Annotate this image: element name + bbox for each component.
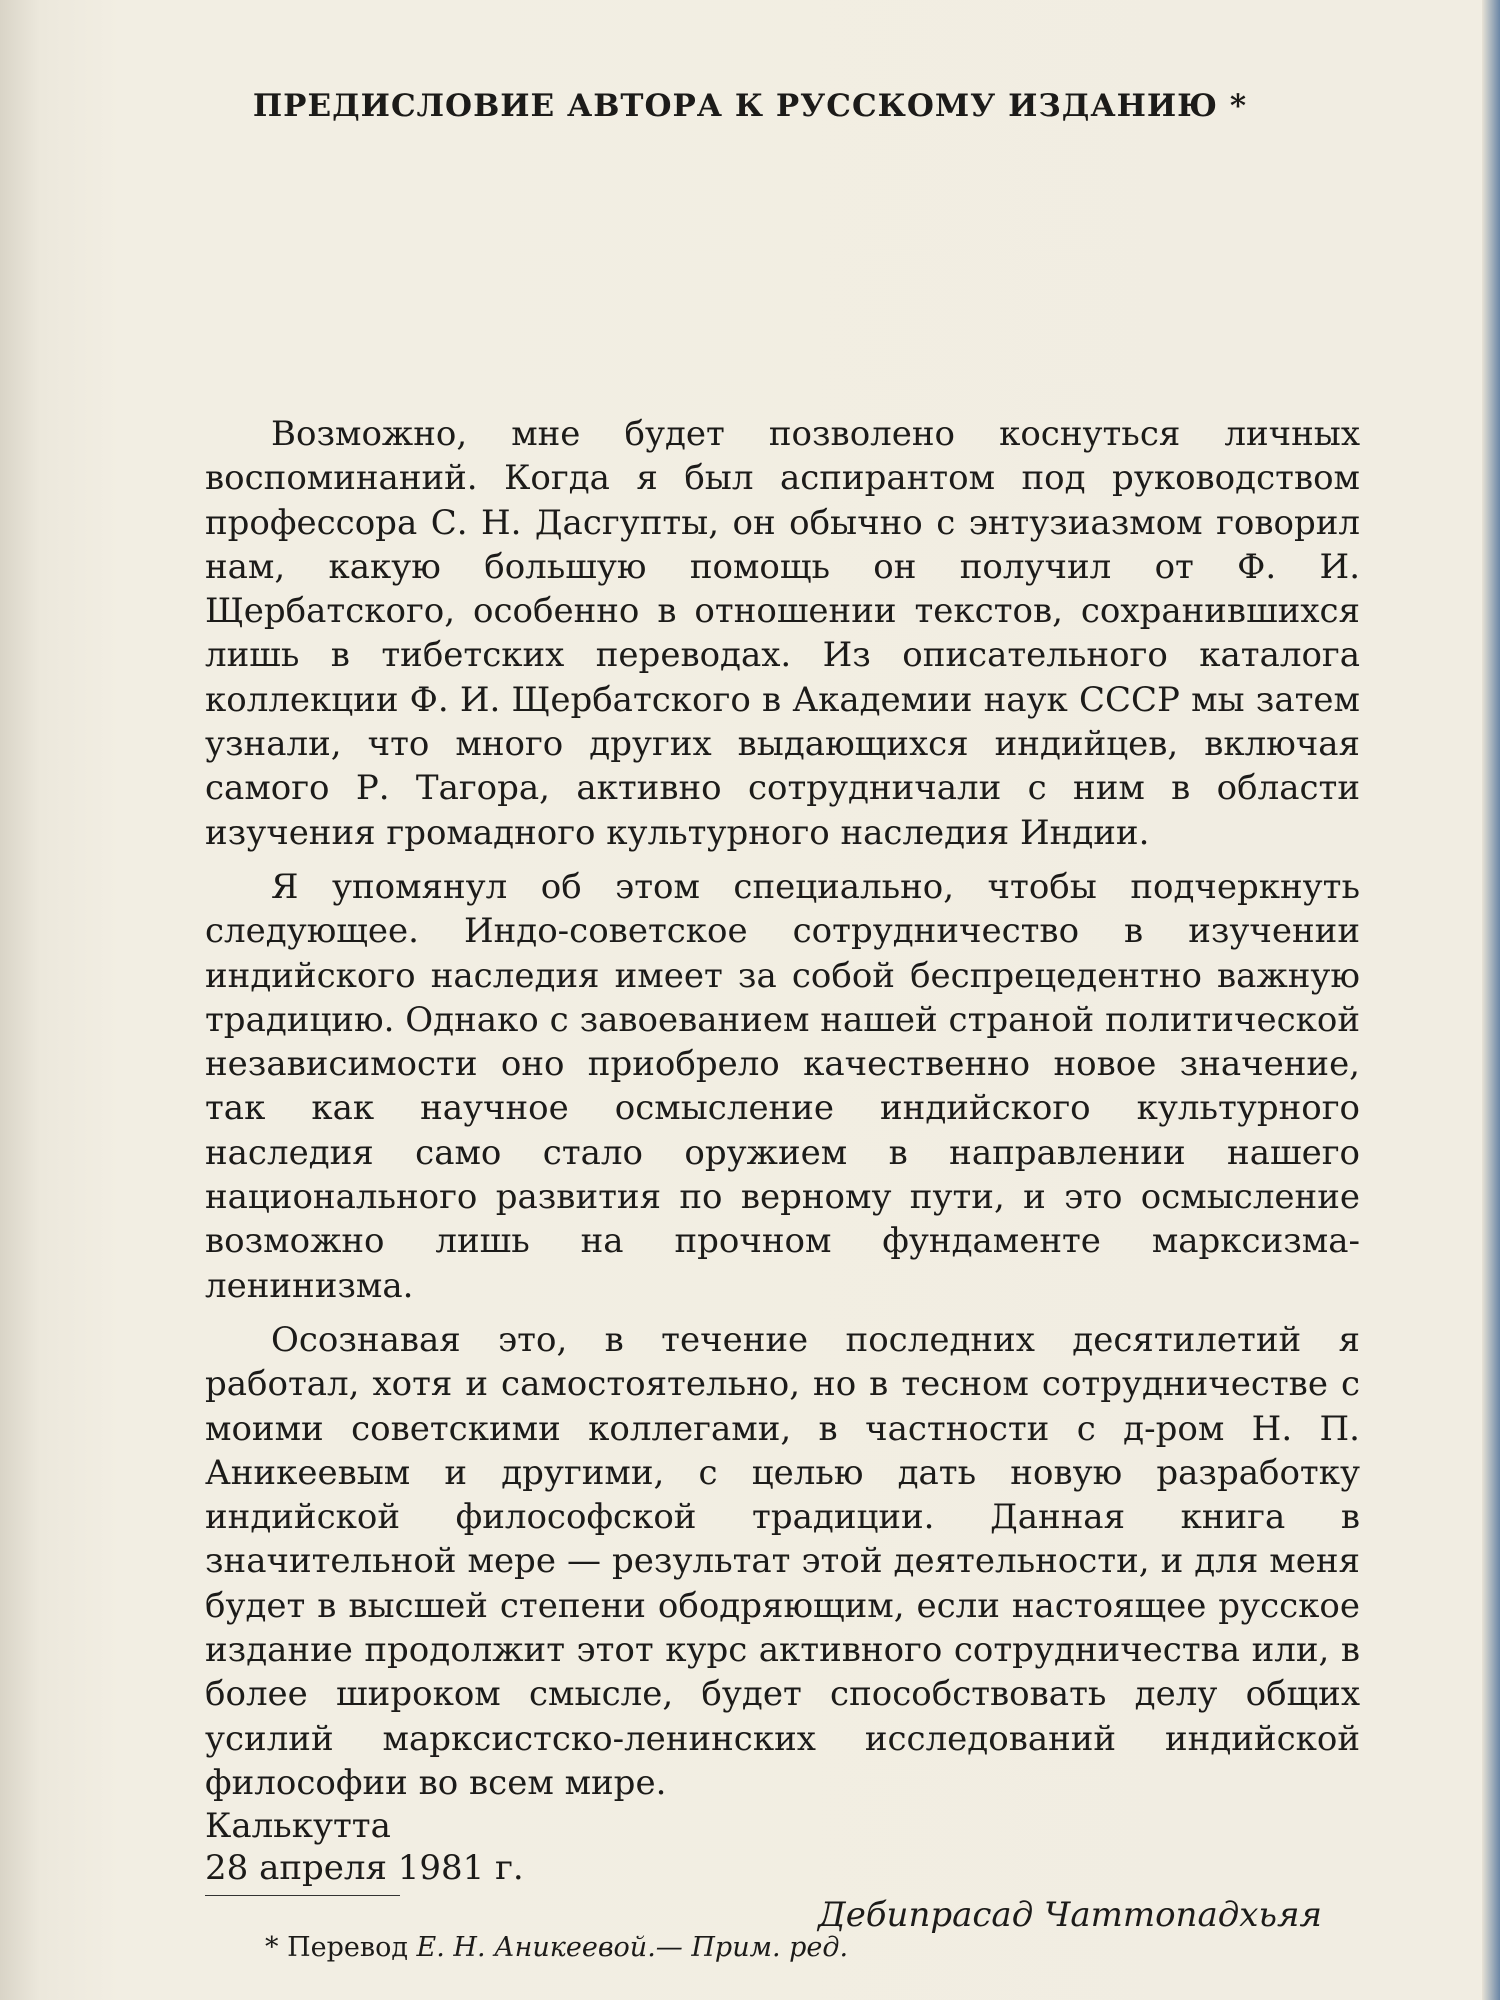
main-text [205,412,1360,1805]
divider [205,1895,400,1896]
date: 28 апреля 1981 г. [205,1848,524,1888]
paragraph: Осознавая это, в течение последних десятилетий я работал, хотя и самостоятельно, но в тесном сотрудничестве с моими советскими коллегами, в частности с д-ром Н. П. Аникеевым и другими, с целью дать новую разработку индийской философской традиции. Данная книга в значительной мере — результат этой деятельности, и для меня будет в высшей степени ободряющим, если настоящее русское издание продолжит этот курс активного сотрудничества или, в более широком смысле, будет способствовать делу общих усилий марксистско-ленинских исследований индийской философии во всем мире. [205,1319,1360,1803]
page-title: ПРЕДИСЛОВИЕ АВТОРА К РУССКОМУ ИЗДАНИЮ * [252,88,1248,124]
page-edge [1482,0,1500,2000]
footnote-translator: Е. Н. Аникеевой.— Прим. ред. [416,1932,849,1963]
footnote [265,1932,848,1963]
footnote-marker: * Перевод [265,1932,408,1963]
author-signature: Дебипрасад Чаттопадхьяя [818,1895,1322,1935]
paragraph: Я упомянул об этом специально, чтобы подчеркнуть следующее. Индо-советское сотрудничество в изучении индийского наследия имеет за собой беспрецедентно важную традицию. Однако с завоеванием нашей страной политической независимости оно приобрело качественно новое значение, так как научное осмысление индийского культурного наследия само стало оружием в направлении нашего национального развития по верному пути, и это осмысление возможно лишь на прочном фундаменте марксизма-ленинизма. [205,866,1360,1306]
place-and-date [205,1805,524,1889]
place: Калькутта [205,1806,391,1846]
paragraph: Возможно, мне будет позволено коснуться личных воспоминаний. Когда я был аспирантом под руководством профессора С. Н. Дасгупты, он обычно с энтузиазмом говорил нам, какую большую помощь он получил от Ф. И. Щербатского, особенно в отношении текстов, сохранившихся лишь в тибетских переводах. Из описательного каталога коллекции Ф. И. Щербатского в Академии наук СССР мы затем узнали, что много других выдающихся индийцев, включая самого Р. Тагора, активно сотрудничали с ним в области изучения громадного культурного наследия Индии. [205,414,1360,853]
